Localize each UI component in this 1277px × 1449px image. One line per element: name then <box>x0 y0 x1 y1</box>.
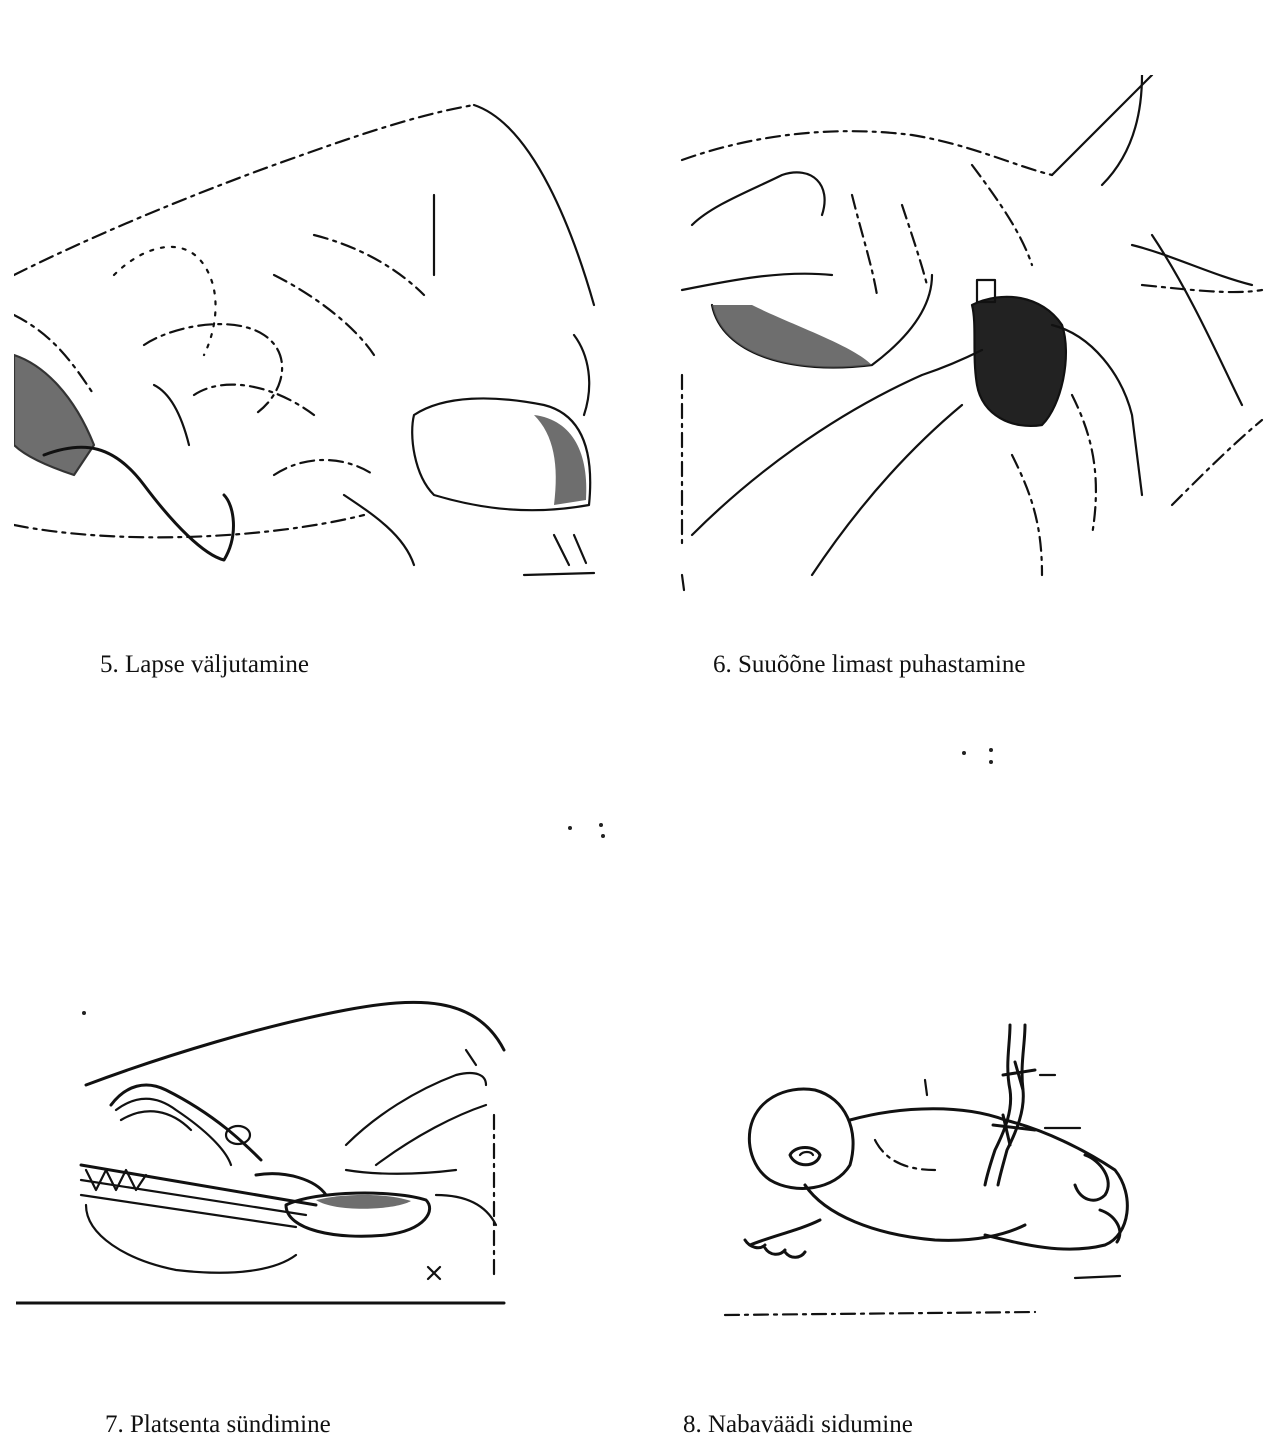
scan-speck <box>989 748 993 752</box>
figure-6-caption: 6. Suuõõne limast puhastamine <box>713 651 1026 678</box>
placenta-delivery-illustration <box>16 995 506 1310</box>
scan-speck <box>601 834 605 838</box>
scan-speck <box>962 751 966 755</box>
figure-6-illustration <box>672 75 1264 595</box>
scan-speck <box>599 823 603 827</box>
scan-speck <box>568 826 572 830</box>
scan-speck <box>989 760 993 764</box>
figure-8-illustration <box>705 1020 1135 1320</box>
umbilical-cord-tying-illustration <box>705 1020 1135 1320</box>
figure-7-caption: 7. Platsenta sündimine <box>105 1411 331 1438</box>
figure-5-illustration <box>14 95 596 585</box>
figure-7-illustration <box>16 995 506 1310</box>
mouth-suction-illustration <box>672 75 1264 595</box>
figure-5-caption: 5. Lapse väljutamine <box>100 651 309 678</box>
baby-delivery-illustration <box>14 95 596 585</box>
figure-8-caption: 8. Nabaväädi sidumine <box>683 1411 913 1438</box>
